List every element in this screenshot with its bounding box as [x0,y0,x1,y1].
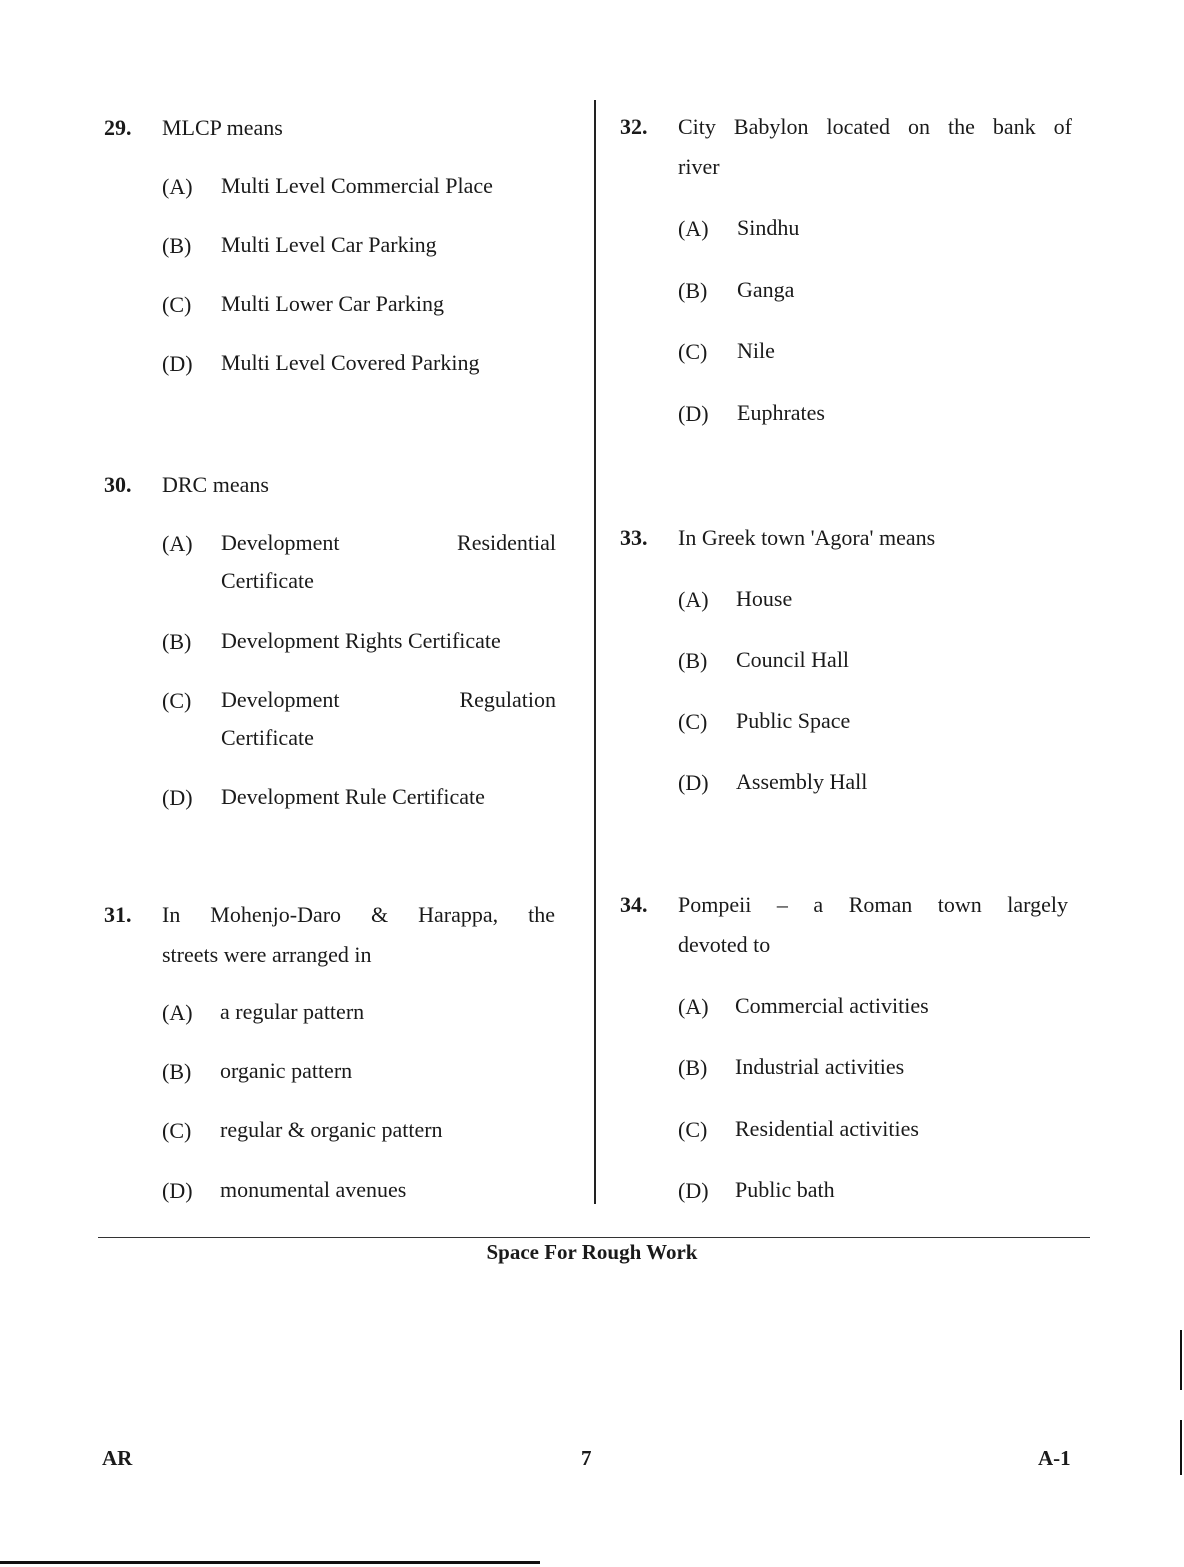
question-stem-line-2: devoted to [678,932,771,957]
option-letter: (B) [678,648,708,673]
question-stem-line-2: river [678,154,720,179]
option-text-line-2: Certificate [221,725,314,750]
option-letter: (B) [162,629,192,654]
question-29 [104,108,564,388]
option-text: Nile [737,338,775,363]
option-text: Euphrates [737,400,825,425]
option-text: Council Hall [736,647,850,672]
option-letter: (B) [162,1059,192,1084]
option-letter: (C) [162,292,192,317]
question-stem: DRC means [162,472,269,497]
option-text: Commercial activities [735,993,929,1018]
option-text: Multi Lower Car Parking [221,291,445,316]
question-stem-line-1: Pompeii – a Roman town largely [678,892,1068,917]
question-stem: In Greek town 'Agora' means [678,525,936,550]
option-letter: (D) [678,401,709,426]
question-number: 33. [620,525,648,550]
option-text: House [736,586,793,611]
question-32 [620,107,1080,447]
option-letter: (D) [678,1178,709,1203]
option-text: Multi Level Car Parking [221,232,437,257]
option-letter: (C) [162,688,192,713]
option-letter: (C) [678,339,708,364]
option-letter: (A) [678,587,709,612]
option-text [221,681,556,757]
option-text: Public Space [736,708,851,733]
footer-series-code: A-1 [1038,1446,1071,1470]
footer-page-number: 7 [581,1446,592,1470]
question-number: 31. [104,902,132,927]
question-stem-line-1: In Mohenjo-Daro & Harappa, the [162,902,555,927]
question-34 [620,885,1080,1225]
question-stem: MLCP means [162,115,283,140]
question-33 [620,518,1080,818]
option-letter: (B) [678,1055,708,1080]
question-number: 34. [620,892,648,917]
option-letter: (B) [162,233,192,258]
option-letter: (A) [162,174,193,199]
question-stem [678,885,1068,965]
option-text: regular & organic pattern [220,1117,443,1142]
question-stem-line-2: streets were arranged in [162,942,372,967]
option-text: Development Rights Certificate [221,628,501,653]
option-letter: (D) [162,785,193,810]
rough-work-separator [98,1237,1090,1238]
option-text [221,524,556,600]
option-letter: (D) [162,351,193,376]
option-text-line-1: Development Residential [221,530,556,555]
option-text: Industrial activities [735,1054,905,1079]
option-text: organic pattern [220,1058,353,1083]
option-text: Development Rule Certificate [221,784,485,809]
option-letter: (A) [678,216,709,241]
option-text-line-1: Development Regulation [221,687,556,712]
scan-right-edge-mark [1180,1330,1182,1390]
option-text: Assembly Hall [736,769,868,794]
option-letter: (A) [162,1000,193,1025]
option-letter: (C) [678,1117,708,1142]
option-text: Residential activities [735,1116,919,1141]
rough-work-label: Space For Rough Work [486,1240,698,1264]
question-number: 29. [104,115,132,140]
option-letter: (D) [678,770,709,795]
option-text: monumental avenues [220,1177,407,1202]
question-stem-line-1: City Babylon located on the bank of [678,114,1072,139]
option-text: Public bath [735,1177,835,1202]
option-letter: (B) [678,278,708,303]
option-letter: (C) [162,1118,192,1143]
option-text: Sindhu [737,215,800,240]
option-text: Multi Level Covered Parking [221,350,480,375]
scan-right-edge-mark [1180,1420,1182,1475]
question-31 [104,895,564,1215]
question-stem [162,895,555,975]
footer-subject-code: AR [102,1446,133,1470]
option-text: Multi Level Commercial Place [221,173,493,198]
option-letter: (A) [678,994,709,1019]
scan-bottom-edge-line [0,1561,540,1564]
option-letter: (C) [678,709,708,734]
option-letter: (A) [162,531,193,556]
option-text: a regular pattern [220,999,365,1024]
question-30 [104,465,564,825]
option-text: Ganga [737,277,795,302]
option-letter: (D) [162,1178,193,1203]
question-number: 32. [620,114,648,139]
column-divider [594,100,596,1204]
question-number: 30. [104,472,132,497]
question-stem [678,107,1072,187]
option-text-line-2: Certificate [221,568,314,593]
